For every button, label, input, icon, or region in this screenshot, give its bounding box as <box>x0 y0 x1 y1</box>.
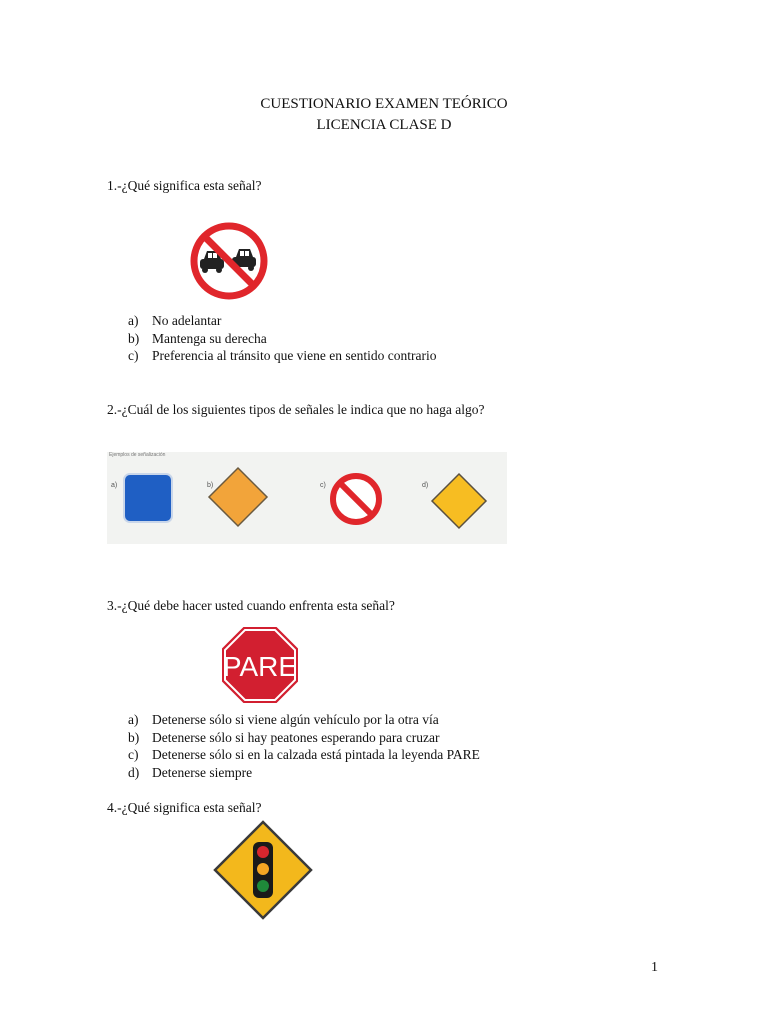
answer-option[interactable]: c) Preferencia al tránsito que viene en sentido contrario <box>128 348 437 363</box>
title-line-2: LICENCIA CLASE D <box>316 117 452 133</box>
stop-sign-text: PARE <box>222 651 298 682</box>
question-1: 1.-¿Qué significa esta señal? <box>107 178 262 193</box>
title-line-1: CUESTIONARIO EXAMEN TEÓRICO <box>260 96 508 112</box>
question-2: 2.-¿Cuál de los siguientes tipos de señales le indica que no haga algo? <box>107 402 485 417</box>
blue-square-sign-icon[interactable] <box>122 472 174 524</box>
option-letter-a: a) <box>111 482 118 489</box>
answer-option[interactable]: a) No adelantar <box>128 313 222 328</box>
answer-option[interactable]: c) Detenerse sólo si en la calzada está pintada la leyenda PARE <box>128 747 480 762</box>
option-letter-c: c) <box>320 482 326 489</box>
page-number: 1 <box>651 960 658 975</box>
question-3: 3.-¿Qué debe hacer usted cuando enfrenta esta señal? <box>107 598 395 613</box>
answer-option[interactable]: b) Detenerse sólo si hay peatones esperando para cruzar <box>128 729 440 745</box>
yellow-diamond-sign-icon[interactable] <box>430 472 488 530</box>
traffic-light-warning-sign-icon <box>211 818 315 922</box>
question-3-answers <box>128 711 480 781</box>
option-letter-d: d) <box>422 482 429 489</box>
option-letter-b: b) <box>207 482 214 489</box>
no-overtaking-sign-icon <box>176 206 272 306</box>
panel-caption: Ejemplos de señalización <box>109 452 166 458</box>
question-1-answers <box>128 312 437 365</box>
sign-options-panel <box>107 452 507 544</box>
answer-option[interactable]: a) Detenerse sólo si viene algún vehículo por la otra vía <box>128 712 439 727</box>
answer-option[interactable]: d) Detenerse siempre <box>128 764 253 780</box>
answer-option[interactable]: b) Mantenga su derecha <box>128 330 267 346</box>
stop-sign-icon <box>219 624 301 706</box>
question-4: 4.-¿Qué significa esta señal? <box>107 800 262 815</box>
prohibition-circle-sign-icon[interactable] <box>329 472 383 526</box>
orange-diamond-sign-icon[interactable] <box>207 466 269 528</box>
